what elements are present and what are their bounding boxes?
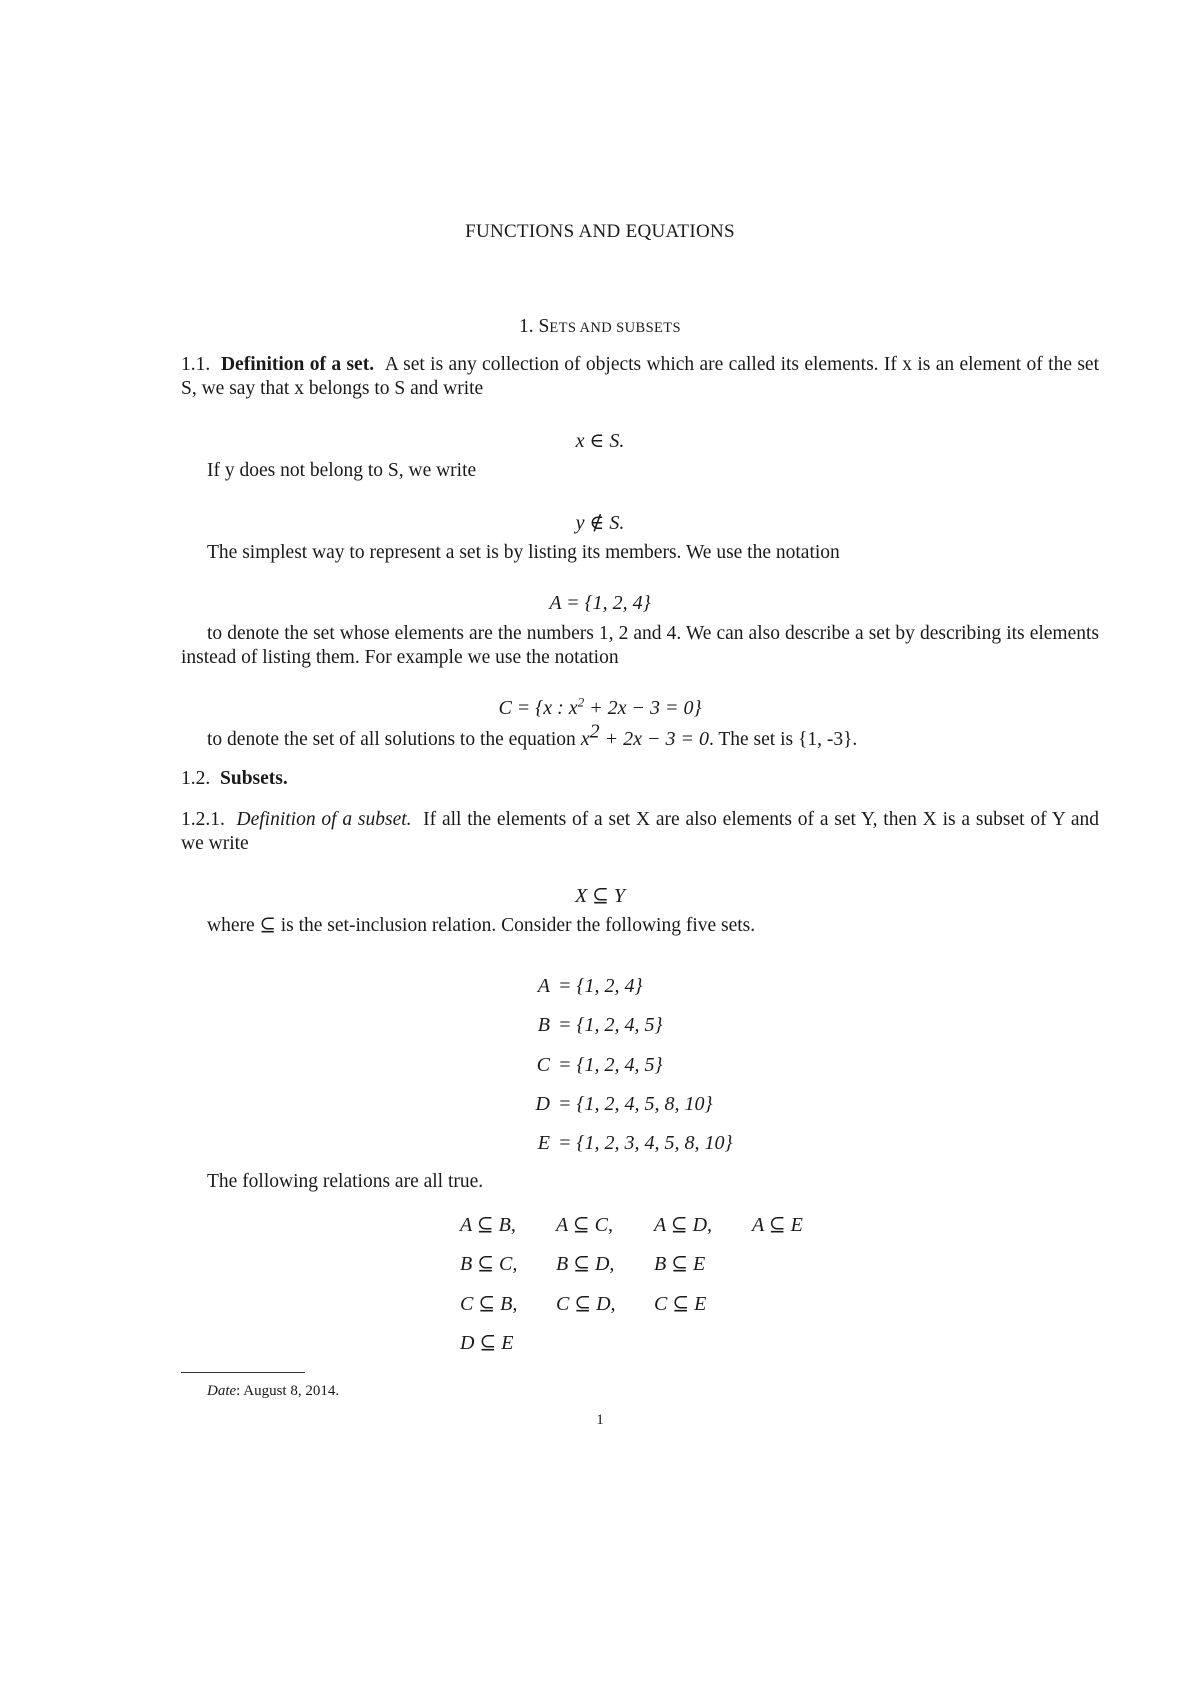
footnote-text: : August 8, 2014.: [236, 1383, 340, 1399]
relation: B ⊆ D,: [556, 1253, 615, 1275]
footnote-rule: [181, 1372, 305, 1373]
set-definition: = {1, 2, 4, 5}: [558, 1014, 663, 1036]
subsection-1-2: [181, 767, 288, 791]
inline-math: + 2x − 3 = 0: [599, 728, 709, 750]
relation: A ⊆ E: [752, 1214, 803, 1236]
equation-set-a: A = {1, 2, 4}: [549, 592, 651, 614]
paragraph-line: The following relations are all true.: [207, 1171, 484, 1192]
paragraph-text: If all the elements of a set X are also elements of a set Y, then X is a subset of Y and we write: [181, 809, 1100, 854]
section-first-letter: S: [538, 316, 550, 337]
relation: B ⊆ E: [654, 1253, 706, 1275]
relation: C ⊆ E: [654, 1293, 707, 1315]
subsubsection-heading: Definition of a subset.: [236, 809, 412, 830]
set-name: C: [536, 1054, 550, 1076]
section-number: 1.: [518, 316, 534, 337]
set-name: B: [537, 1014, 550, 1036]
inline-math-exponent: 2: [589, 720, 600, 743]
footnote: [207, 1383, 339, 1400]
equation-y-not-in-s: y ∉ S.: [575, 512, 625, 534]
subsection-heading: Definition of a set.: [220, 354, 375, 375]
set-name: D: [535, 1093, 550, 1115]
relation: A ⊆ D,: [654, 1214, 713, 1236]
relation: C ⊆ D,: [556, 1293, 616, 1315]
paragraph-line: where ⊆ is the set-inclusion relation. Consider the following five sets.: [207, 915, 756, 936]
paragraph-line: [207, 720, 858, 752]
equation-x-in-s: x ∈ S.: [575, 430, 625, 452]
set-definition: = {1, 2, 3, 4, 5, 8, 10}: [558, 1132, 733, 1154]
equation-part: C = {x : x: [498, 697, 578, 719]
subsection-1-1: [181, 353, 1099, 401]
relation: A ⊆ C,: [556, 1214, 613, 1236]
inline-math: x: [580, 728, 590, 750]
relation: C ⊆ B,: [460, 1293, 518, 1315]
equation-set-c: [0, 694, 1200, 720]
relation: A ⊆ B,: [460, 1214, 516, 1236]
paper-title: FUNCTIONS AND EQUATIONS: [465, 221, 735, 242]
set-definition: = {1, 2, 4, 5, 8, 10}: [558, 1093, 713, 1115]
paragraph-line: If y does not belong to S, we write: [207, 460, 477, 481]
equation-part: + 2x − 3 = 0}: [584, 697, 702, 719]
paragraph-text: to denote the set of all solutions to the equation: [207, 729, 581, 750]
section-title-rest: ETS AND SUBSETS: [549, 320, 682, 336]
section-heading: [0, 315, 1200, 340]
set-name: E: [537, 1132, 550, 1154]
subsection-heading: Subsets.: [220, 768, 288, 789]
subsubsection-1-2-1: [181, 808, 1099, 856]
relation: B ⊆ C,: [460, 1253, 518, 1275]
subsection-number: 1.1.: [181, 354, 211, 375]
footnote-label: Date: [207, 1383, 237, 1399]
set-name: A: [537, 975, 550, 997]
paragraph-text: A set is any collection of objects which are called its elements. If x is an element of the set S, we say that x belongs to S and write: [181, 354, 1100, 399]
equation-x-subset-y: X ⊆ Y: [574, 885, 626, 907]
paragraph-line: The simplest way to represent a set is by listing its members. We use the notation: [207, 542, 840, 563]
paragraph-text: to denote the set whose elements are the numbers 1, 2 and 4. We can also describe a set by describing its elements instead of listing them. For example we use the notation: [181, 623, 1099, 668]
subsection-number: 1.2.: [181, 768, 211, 789]
page-number: 1: [596, 1412, 604, 1428]
paragraph-text: . The set is {1, -3}.: [708, 729, 858, 750]
relation: D ⊆ E: [460, 1332, 514, 1354]
set-definition: = {1, 2, 4, 5}: [558, 1054, 663, 1076]
subsubsection-number: 1.2.1.: [181, 809, 225, 830]
equation-exponent: 2: [577, 694, 585, 710]
set-definition: = {1, 2, 4}: [558, 975, 643, 997]
